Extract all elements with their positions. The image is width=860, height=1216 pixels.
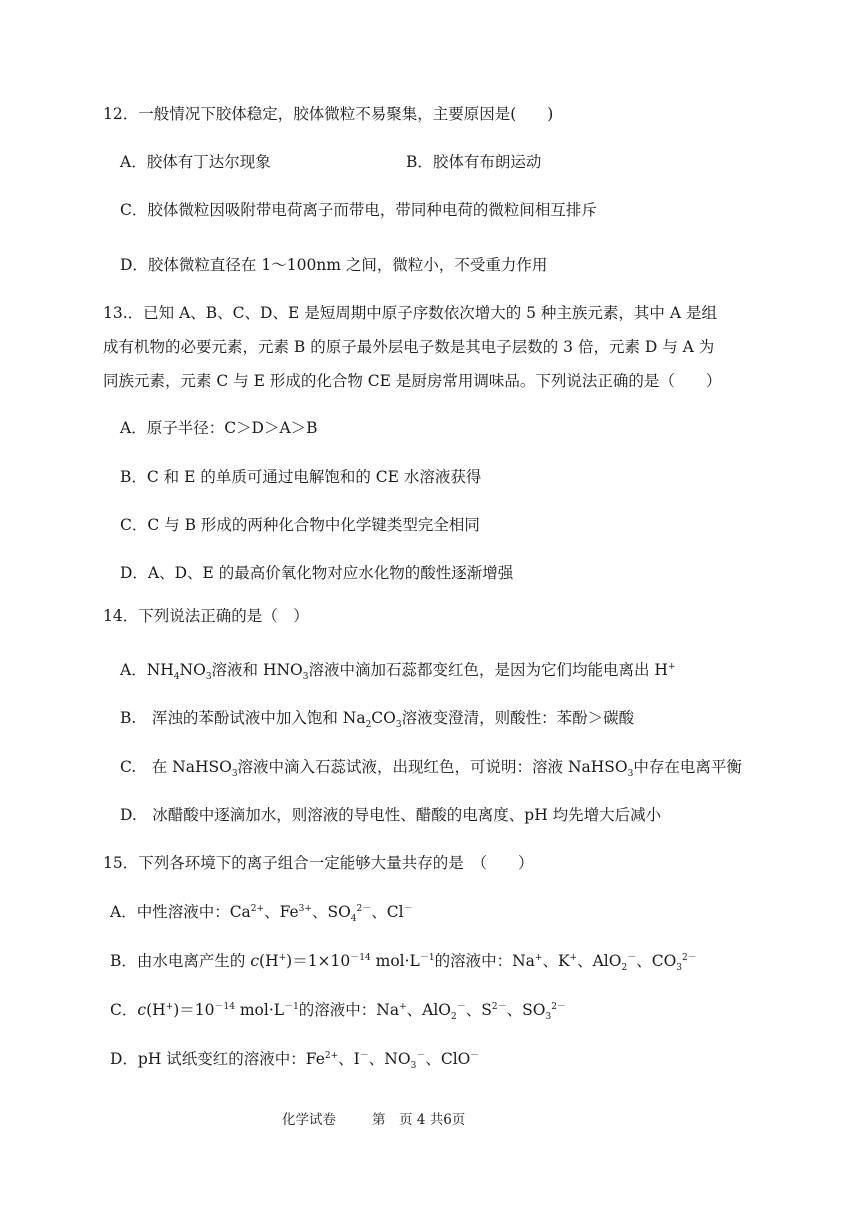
q14-option-b: B. 浑浊的苯酚试液中加入饱和 $Na_2CO_3$溶液变澄清，则酸性：苯酚＞碳酸 [120,709,635,731]
q13-stem-line3: 同族元素，元素 C 与 E 形成的化合物 CE 是厨房常用调味品。下列说法正确的是（ ） [103,372,722,390]
q14-stem: 14．下列说法正确的是（ ） [103,607,309,625]
q12-option-a: A．胶体有丁达尔现象 [120,153,271,171]
footer-page-number: 第 页 4 共6页 [372,1112,466,1128]
q15-option-c: C．$c(H^+)=10^{-14}$ $mol\cdot L^{-1}$的溶液中：Na+、AlO$_2$－、$S^{2-}$、$SO_3^{2-}$ [110,1001,566,1023]
q14-option-a: A．$NH_4NO_3$溶液和 $HNO_3$溶液中滴加石蕊都变红色，是因为它们均能电离出 H+ [120,661,676,683]
q13-option-c: C．C 与 B 形成的两种化合物中化学键类型完全相同 [120,516,480,534]
q14-option-c: C. 在 NaHSO$_3$溶液中滴入石蕊试液，出现红色，可说明：溶液 NaHSO$_3$中存在电离平衡 [120,758,742,780]
q12-option-c: C．胶体微粒因吸附带电荷离子而带电，带同种电荷的微粒间相互排斥 [120,201,597,219]
q12-option-d: D．胶体微粒直径在 1～100nm 之间，微粒小，不受重力作用 [120,256,548,274]
q12-stem: 12．一般情况下胶体稳定，胶体微粒不易聚集，主要原因是( ) [103,105,554,123]
q15-option-d: D．pH 试纸变红的溶液中：$Fe^{2+}$、I－、$NO_3^-$、ClO－ [110,1050,480,1072]
q14-option-d: D. 冰醋酸中逐滴加水，则溶液的导电性、醋酸的电离度、pH 均先增大后减小 [120,806,662,824]
q13-option-a: A．原子半径：C＞D＞A＞B [120,419,318,437]
q13-option-b: B．C 和 E 的单质可通过电解饱和的 CE 水溶液获得 [120,468,482,486]
q13-stem-line2: 成有机物的必要元素，元素 B 的原子最外层电子数是其电子层数的 3 倍，元素 D 与 A 为 [103,338,715,356]
q15-option-b: B．由水电离产生的 $c(H^+)=1\times 10^{-14}$ $mol\cdot L^{-1}$的溶液中：Na+、K+、AlO$_2$－、$CO_3^{2-}$ [110,952,697,974]
q13-option-d: D．A、D、E 的最高价氧化物对应水化物的酸性逐渐增强 [120,564,514,582]
q15-stem: 15．下列各环境下的离子组合一定能够大量共存的是 （ ） [103,854,534,872]
footer-subject: 化学试卷 [282,1112,336,1128]
q12-option-b: B．胶体有布朗运动 [406,153,542,171]
q15-option-a: A．中性溶液中：$Ca^{2+}$、$Fe^{3+}$、$SO_4^{2-}$、Cl－ [110,903,413,925]
q13-stem-line1: 13.．已知 A、B、C、D、E 是短周期中原子序数依次增大的 5 种主族元素，其中 A 是组 [103,304,717,322]
